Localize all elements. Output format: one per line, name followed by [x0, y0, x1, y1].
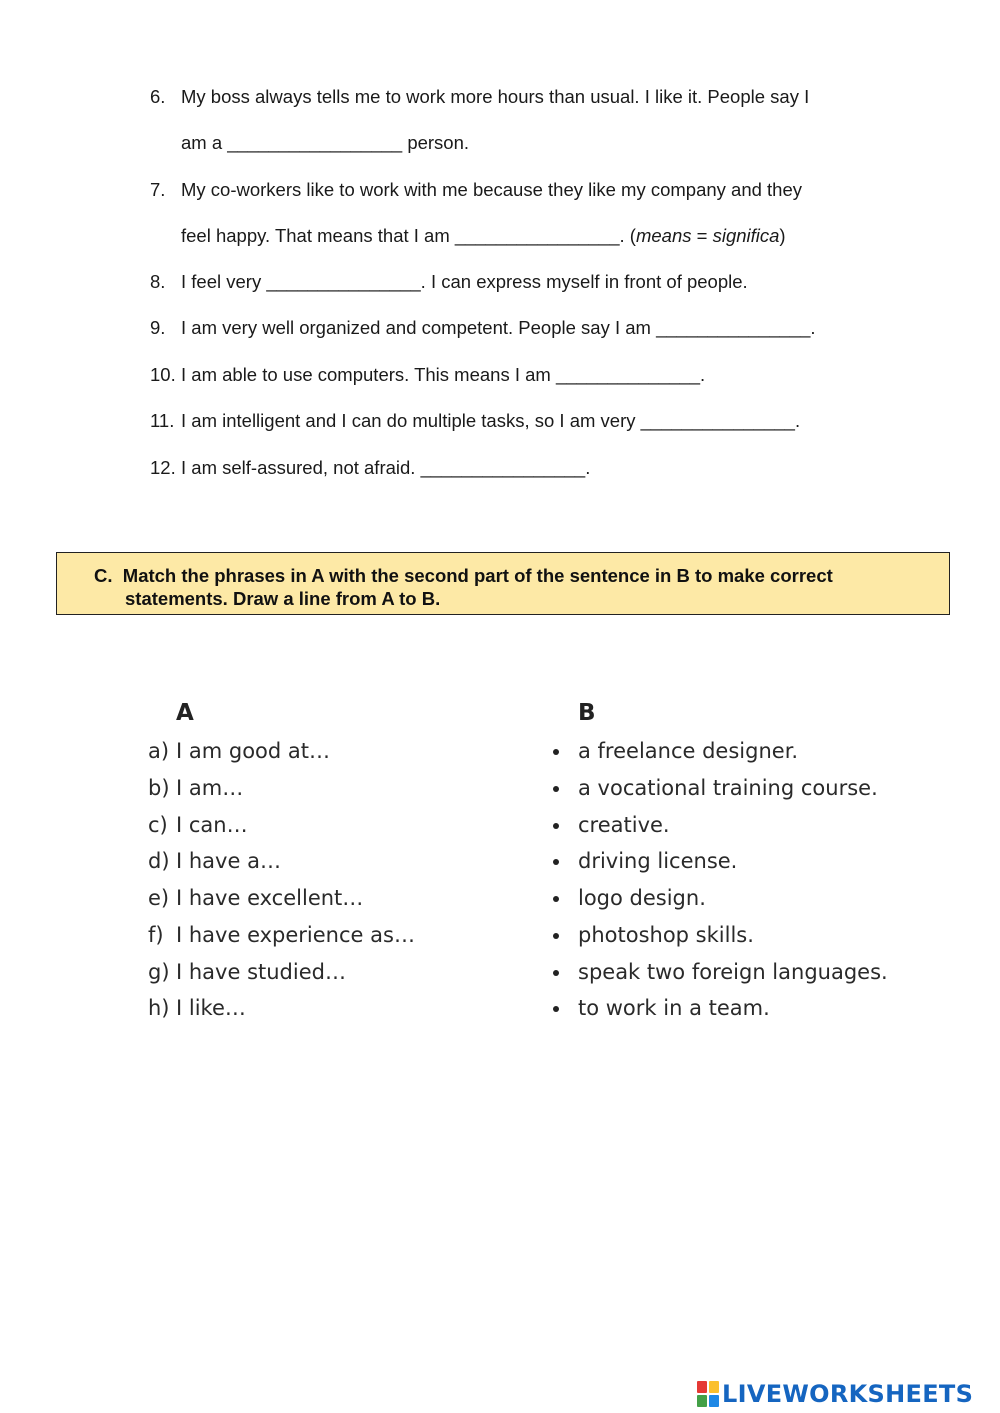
question-text: feel happy. That means that I am ________________. (	[181, 225, 636, 246]
item-text: I can…	[176, 813, 248, 837]
question-number: 6.	[150, 86, 166, 107]
question-6-continued	[150, 132, 469, 154]
question-number: 7.	[150, 179, 166, 200]
item-text: I have experience as…	[176, 923, 415, 947]
item-letter: a)	[148, 739, 170, 763]
question-text: I am very well organized and competent. People say I am _______________.	[181, 317, 816, 338]
item-letter: d)	[148, 849, 170, 873]
bullet-icon	[553, 933, 559, 939]
column-b-heading: B	[578, 700, 596, 726]
question-number: 10.	[150, 364, 176, 385]
bullet-icon	[553, 823, 559, 829]
question-number: 8.	[150, 271, 166, 292]
question-text: am a _________________ person.	[181, 132, 470, 153]
match-b-item	[578, 848, 737, 874]
question-8	[150, 271, 748, 293]
item-text: I am good at…	[176, 739, 331, 763]
question-12	[150, 457, 590, 479]
match-a-item	[148, 775, 243, 801]
item-text: logo design.	[578, 886, 706, 910]
question-text: I am intelligent and I can do multiple tasks, so I am very _______________.	[181, 410, 801, 431]
match-b-item	[578, 812, 670, 838]
bullet-icon	[553, 970, 559, 976]
question-text: My co-workers like to work with me because they like my company and they	[181, 179, 803, 200]
question-text: I feel very _______________. I can express myself in front of people.	[181, 271, 748, 292]
section-c-line-1	[94, 565, 833, 587]
match-a-item	[148, 922, 415, 948]
question-7-continued	[150, 225, 786, 247]
brand-name: LIVEWORKSHEETS	[722, 1380, 974, 1408]
match-a-item	[148, 812, 248, 838]
item-text: speak two foreign languages.	[578, 960, 888, 984]
bullet-icon	[553, 859, 559, 865]
question-10	[150, 364, 705, 386]
italic-word: means	[635, 225, 692, 246]
bullet-icon	[553, 749, 559, 755]
bullet-icon	[553, 1006, 559, 1012]
italic-word: significa	[712, 225, 780, 246]
item-text: driving license.	[578, 849, 738, 873]
instruction-text: statements. Draw a line from A to B.	[125, 588, 441, 609]
match-b-item	[578, 738, 798, 764]
question-text: I am self-assured, not afraid. ________________.	[181, 457, 591, 478]
match-b-item	[578, 995, 770, 1021]
section-letter: C.	[94, 565, 113, 586]
match-a-item	[148, 885, 363, 911]
question-number: 12.	[150, 457, 176, 478]
bullet-icon	[553, 786, 559, 792]
item-text: I have a…	[176, 849, 281, 873]
item-text: I am…	[176, 776, 244, 800]
liveworksheets-logo	[697, 1380, 973, 1408]
item-text: I have studied…	[176, 960, 346, 984]
column-a-heading: A	[176, 700, 194, 726]
item-text: I have excellent…	[176, 886, 364, 910]
question-7	[150, 179, 802, 201]
match-a-item	[148, 848, 281, 874]
item-letter: g)	[148, 960, 170, 984]
item-text: photoshop skills.	[578, 923, 754, 947]
section-c-instruction-box	[56, 552, 950, 615]
match-a-item	[148, 738, 330, 764]
item-letter: f)	[148, 923, 164, 947]
question-text: I am able to use computers. This means I am ______________.	[181, 364, 706, 385]
question-6	[150, 86, 809, 108]
match-a-item	[148, 995, 246, 1021]
instruction-text: Match the phrases in A with the second part of the sentence in B to make correct	[122, 565, 833, 586]
item-letter: b)	[148, 776, 170, 800]
item-letter: c)	[148, 813, 168, 837]
bullet-icon	[553, 896, 559, 902]
item-text: to work in a team.	[578, 996, 770, 1020]
section-c-line-2	[125, 588, 440, 610]
item-text: creative.	[578, 813, 670, 837]
item-letter: e)	[148, 886, 170, 910]
item-text: a vocational training course.	[578, 776, 878, 800]
match-b-item	[578, 775, 878, 801]
question-11	[150, 410, 800, 432]
question-text: My boss always tells me to work more hours than usual. I like it. People say I	[181, 86, 810, 107]
match-b-item	[578, 959, 888, 985]
logo-grid-icon	[697, 1381, 719, 1407]
question-number: 11.	[150, 410, 175, 431]
match-b-item	[578, 885, 706, 911]
question-text: )	[779, 225, 786, 246]
question-9	[150, 317, 816, 339]
question-text: =	[691, 225, 713, 246]
item-letter: h)	[148, 996, 170, 1020]
question-number: 9.	[150, 317, 166, 338]
match-a-item	[148, 959, 346, 985]
item-text: a freelance designer.	[578, 739, 799, 763]
item-text: I like…	[176, 996, 246, 1020]
match-b-item	[578, 922, 754, 948]
